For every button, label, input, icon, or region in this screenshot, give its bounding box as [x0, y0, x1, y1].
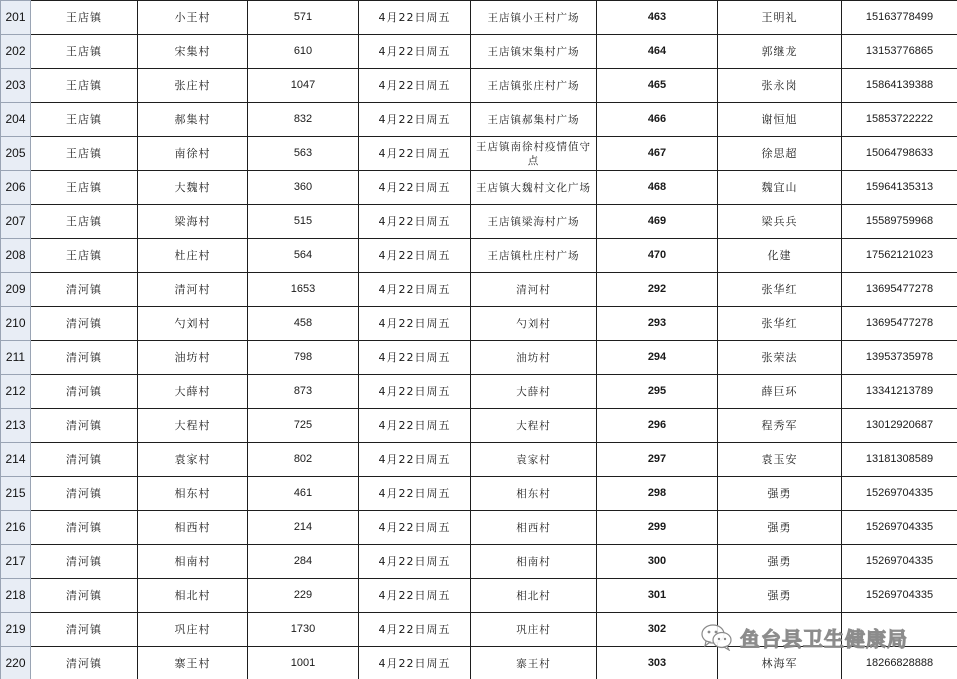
cell-phone[interactable]: 13341213789 — [842, 375, 957, 409]
cell-code[interactable]: 296 — [597, 409, 718, 443]
cell-date[interactable]: 4月22日周五 — [359, 103, 471, 137]
cell-contact[interactable]: 张永岗 — [718, 69, 842, 103]
cell-village[interactable]: 巩庄村 — [138, 613, 248, 647]
cell-contact[interactable]: 郭继龙 — [718, 35, 842, 69]
cell-site[interactable]: 袁家村 — [471, 443, 597, 477]
row-header[interactable]: 202 — [1, 35, 31, 69]
cell-count[interactable]: 1047 — [248, 69, 359, 103]
cell-site[interactable]: 王店镇郝集村广场 — [471, 103, 597, 137]
cell-town[interactable]: 清河镇 — [31, 613, 138, 647]
cell-site[interactable]: 勺刘村 — [471, 307, 597, 341]
row-header[interactable]: 216 — [1, 511, 31, 545]
cell-town[interactable]: 清河镇 — [31, 579, 138, 613]
cell-code[interactable]: 294 — [597, 341, 718, 375]
row-header[interactable]: 215 — [1, 477, 31, 511]
cell-date[interactable]: 4月22日周五 — [359, 477, 471, 511]
table-row — [1, 443, 957, 477]
cell-code[interactable]: 464 — [597, 35, 718, 69]
row-header[interactable]: 213 — [1, 409, 31, 443]
row-header[interactable]: 212 — [1, 375, 31, 409]
cell-phone[interactable]: 13012920687 — [842, 409, 957, 443]
cell-contact[interactable]: 薛巨环 — [718, 375, 842, 409]
cell-contact[interactable]: 林海军 — [718, 647, 842, 679]
cell-village[interactable]: 大魏村 — [138, 171, 248, 205]
cell-village[interactable]: 南徐村 — [138, 137, 248, 171]
cell-village[interactable]: 郝集村 — [138, 103, 248, 137]
cell-site[interactable]: 王店镇梁海村广场 — [471, 205, 597, 239]
cell-site[interactable]: 清河村 — [471, 273, 597, 307]
cell-phone[interactable]: 15853722222 — [842, 103, 957, 137]
table-row — [1, 205, 957, 239]
cell-code[interactable]: 468 — [597, 171, 718, 205]
cell-town[interactable]: 清河镇 — [31, 647, 138, 679]
cell-town[interactable]: 清河镇 — [31, 307, 138, 341]
cell-site[interactable]: 王店镇大魏村文化广场 — [471, 171, 597, 205]
row-header[interactable]: 206 — [1, 171, 31, 205]
table-row — [1, 375, 957, 409]
cell-phone[interactable]: 15269704335 — [842, 477, 957, 511]
watermark-text: 鱼台县卫生健康局 — [740, 626, 908, 651]
cell-phone[interactable]: 15064798633 — [842, 137, 957, 171]
cell-village[interactable]: 相北村 — [138, 579, 248, 613]
cell-phone[interactable]: 15269704335 — [842, 579, 957, 613]
cell-count[interactable]: 563 — [248, 137, 359, 171]
cell-date[interactable]: 4月22日周五 — [359, 205, 471, 239]
cell-count[interactable]: 832 — [248, 103, 359, 137]
cell-count[interactable]: 802 — [248, 443, 359, 477]
cell-count[interactable]: 564 — [248, 239, 359, 273]
cell-code[interactable]: 303 — [597, 647, 718, 679]
table-row — [1, 273, 957, 307]
cell-count[interactable]: 571 — [248, 1, 359, 35]
cell-date[interactable]: 4月22日周五 — [359, 171, 471, 205]
row-header[interactable]: 214 — [1, 443, 31, 477]
cell-code[interactable]: 302 — [597, 613, 718, 647]
table-row — [1, 103, 957, 137]
cell-date[interactable]: 4月22日周五 — [359, 69, 471, 103]
cell-village[interactable]: 张庄村 — [138, 69, 248, 103]
cell-town[interactable]: 清河镇 — [31, 273, 138, 307]
cell-phone[interactable]: 18266828888 — [842, 647, 957, 679]
cell-date[interactable]: 4月22日周五 — [359, 579, 471, 613]
cell-town[interactable]: 王店镇 — [31, 137, 138, 171]
cell-contact[interactable] — [718, 613, 842, 647]
row-header[interactable]: 201 — [1, 1, 31, 35]
cell-contact[interactable]: 化建 — [718, 239, 842, 273]
cell-contact[interactable]: 梁兵兵 — [718, 205, 842, 239]
cell-village[interactable]: 大薛村 — [138, 375, 248, 409]
row-header[interactable]: 207 — [1, 205, 31, 239]
table-body — [1, 1, 957, 679]
cell-town[interactable]: 王店镇 — [31, 103, 138, 137]
cell-code[interactable]: 295 — [597, 375, 718, 409]
cell-code[interactable]: 470 — [597, 239, 718, 273]
cell-village[interactable]: 梁海村 — [138, 205, 248, 239]
cell-site[interactable]: 巩庄村 — [471, 613, 597, 647]
table-row — [1, 137, 957, 171]
row-header[interactable]: 204 — [1, 103, 31, 137]
cell-contact[interactable]: 强勇 — [718, 579, 842, 613]
row-header[interactable]: 203 — [1, 69, 31, 103]
cell-town[interactable]: 王店镇 — [31, 1, 138, 35]
cell-site[interactable]: 王店镇小王村广场 — [471, 1, 597, 35]
cell-site[interactable]: 大薛村 — [471, 375, 597, 409]
cell-site[interactable]: 王店镇杜庄村广场 — [471, 239, 597, 273]
cell-site[interactable]: 大程村 — [471, 409, 597, 443]
row-header[interactable]: 218 — [1, 579, 31, 613]
table-row — [1, 239, 957, 273]
cell-site[interactable]: 王店镇张庄村广场 — [471, 69, 597, 103]
cell-phone[interactable]: 13153776865 — [842, 35, 957, 69]
cell-contact[interactable]: 程秀军 — [718, 409, 842, 443]
cell-code[interactable]: 463 — [597, 1, 718, 35]
cell-phone[interactable]: 13953735978 — [842, 341, 957, 375]
cell-town[interactable]: 王店镇 — [31, 239, 138, 273]
cell-town[interactable]: 清河镇 — [31, 477, 138, 511]
cell-code[interactable]: 293 — [597, 307, 718, 341]
cell-phone[interactable]: 15589759968 — [842, 205, 957, 239]
cell-contact[interactable]: 徐思超 — [718, 137, 842, 171]
row-header[interactable]: 209 — [1, 273, 31, 307]
cell-date[interactable]: 4月22日周五 — [359, 545, 471, 579]
cell-count[interactable]: 798 — [248, 341, 359, 375]
cell-date[interactable]: 4月22日周五 — [359, 341, 471, 375]
cell-count[interactable]: 461 — [248, 477, 359, 511]
cell-town[interactable]: 王店镇 — [31, 69, 138, 103]
cell-site[interactable]: 相西村 — [471, 511, 597, 545]
cell-date[interactable]: 4月22日周五 — [359, 409, 471, 443]
cell-town[interactable]: 王店镇 — [31, 171, 138, 205]
cell-village[interactable]: 油坊村 — [138, 341, 248, 375]
cell-contact[interactable]: 强勇 — [718, 511, 842, 545]
cell-phone[interactable]: 13695477278 — [842, 307, 957, 341]
row-header[interactable]: 205 — [1, 137, 31, 171]
cell-town[interactable]: 清河镇 — [31, 409, 138, 443]
cell-village[interactable]: 相西村 — [138, 511, 248, 545]
table-row — [1, 647, 957, 679]
cell-town[interactable]: 清河镇 — [31, 375, 138, 409]
cell-village[interactable]: 杜庄村 — [138, 239, 248, 273]
cell-site[interactable]: 王店镇南徐村疫情值守点 — [471, 137, 597, 171]
cell-count[interactable]: 515 — [248, 205, 359, 239]
cell-phone[interactable] — [842, 613, 957, 647]
cell-date[interactable]: 4月22日周五 — [359, 307, 471, 341]
cell-code[interactable]: 292 — [597, 273, 718, 307]
cell-date[interactable]: 4月22日周五 — [359, 239, 471, 273]
cell-date[interactable]: 4月22日周五 — [359, 375, 471, 409]
table-row — [1, 1, 957, 35]
cell-date[interactable]: 4月22日周五 — [359, 137, 471, 171]
cell-town[interactable]: 清河镇 — [31, 443, 138, 477]
cell-count[interactable]: 284 — [248, 545, 359, 579]
cell-site[interactable]: 相东村 — [471, 477, 597, 511]
cell-phone[interactable]: 15964135313 — [842, 171, 957, 205]
row-header[interactable]: 210 — [1, 307, 31, 341]
table-row — [1, 35, 957, 69]
cell-site[interactable]: 相南村 — [471, 545, 597, 579]
table-row — [1, 307, 957, 341]
cell-code[interactable]: 469 — [597, 205, 718, 239]
cell-site[interactable]: 油坊村 — [471, 341, 597, 375]
cell-village[interactable]: 勺刘村 — [138, 307, 248, 341]
cell-count[interactable]: 610 — [248, 35, 359, 69]
cell-phone[interactable]: 13181308589 — [842, 443, 957, 477]
cell-village[interactable]: 大程村 — [138, 409, 248, 443]
row-header[interactable]: 211 — [1, 341, 31, 375]
cell-town[interactable]: 清河镇 — [31, 341, 138, 375]
table-row — [1, 613, 957, 647]
cell-village[interactable]: 相南村 — [138, 545, 248, 579]
cell-date[interactable]: 4月22日周五 — [359, 647, 471, 679]
cell-contact[interactable]: 张华红 — [718, 307, 842, 341]
cell-site[interactable]: 王店镇宋集村广场 — [471, 35, 597, 69]
cell-date[interactable]: 4月22日周五 — [359, 613, 471, 647]
table-row — [1, 545, 957, 579]
cell-count[interactable]: 214 — [248, 511, 359, 545]
cell-contact[interactable]: 谢恒旭 — [718, 103, 842, 137]
cell-date[interactable]: 4月22日周五 — [359, 273, 471, 307]
cell-count[interactable]: 229 — [248, 579, 359, 613]
table-row — [1, 477, 957, 511]
cell-contact[interactable]: 强勇 — [718, 477, 842, 511]
cell-contact[interactable]: 王明礼 — [718, 1, 842, 35]
cell-town[interactable]: 王店镇 — [31, 205, 138, 239]
cell-count[interactable]: 1001 — [248, 647, 359, 679]
table-row — [1, 409, 957, 443]
cell-count[interactable]: 873 — [248, 375, 359, 409]
cell-code[interactable]: 466 — [597, 103, 718, 137]
cell-phone[interactable]: 15864139388 — [842, 69, 957, 103]
row-header[interactable]: 217 — [1, 545, 31, 579]
table-row — [1, 171, 957, 205]
cell-contact[interactable]: 袁玉安 — [718, 443, 842, 477]
cell-code[interactable]: 467 — [597, 137, 718, 171]
row-header[interactable]: 219 — [1, 613, 31, 647]
cell-village[interactable]: 寨王村 — [138, 647, 248, 679]
cell-date[interactable]: 4月22日周五 — [359, 443, 471, 477]
cell-count[interactable]: 360 — [248, 171, 359, 205]
cell-code[interactable]: 465 — [597, 69, 718, 103]
cell-phone[interactable]: 15269704335 — [842, 511, 957, 545]
cell-count[interactable]: 458 — [248, 307, 359, 341]
cell-date[interactable]: 4月22日周五 — [359, 35, 471, 69]
cell-town[interactable]: 清河镇 — [31, 545, 138, 579]
cell-contact[interactable]: 强勇 — [718, 545, 842, 579]
cell-town[interactable]: 清河镇 — [31, 511, 138, 545]
table-row — [1, 511, 957, 545]
cell-code[interactable]: 298 — [597, 477, 718, 511]
cell-count[interactable]: 1730 — [248, 613, 359, 647]
cell-count[interactable]: 1653 — [248, 273, 359, 307]
cell-code[interactable]: 301 — [597, 579, 718, 613]
cell-date[interactable]: 4月22日周五 — [359, 1, 471, 35]
cell-contact[interactable]: 张华红 — [718, 273, 842, 307]
cell-contact[interactable]: 张荣法 — [718, 341, 842, 375]
cell-code[interactable]: 297 — [597, 443, 718, 477]
cell-village[interactable]: 清河村 — [138, 273, 248, 307]
cell-phone[interactable]: 15163778499 — [842, 1, 957, 35]
cell-count[interactable]: 725 — [248, 409, 359, 443]
cell-code[interactable]: 300 — [597, 545, 718, 579]
table-row — [1, 579, 957, 613]
table-row — [1, 341, 957, 375]
cell-phone[interactable]: 17562121023 — [842, 239, 957, 273]
cell-date[interactable]: 4月22日周五 — [359, 511, 471, 545]
cell-contact[interactable]: 魏宜山 — [718, 171, 842, 205]
table-row — [1, 69, 957, 103]
row-header[interactable]: 220 — [1, 647, 31, 679]
cell-site[interactable]: 寨王村 — [471, 647, 597, 679]
cell-phone[interactable]: 15269704335 — [842, 545, 957, 579]
row-header[interactable]: 208 — [1, 239, 31, 273]
cell-village[interactable]: 宋集村 — [138, 35, 248, 69]
cell-village[interactable]: 袁家村 — [138, 443, 248, 477]
cell-town[interactable]: 王店镇 — [31, 35, 138, 69]
cell-site[interactable]: 相北村 — [471, 579, 597, 613]
cell-village[interactable]: 小王村 — [138, 1, 248, 35]
cell-village[interactable]: 相东村 — [138, 477, 248, 511]
cell-phone[interactable]: 13695477278 — [842, 273, 957, 307]
cell-code[interactable]: 299 — [597, 511, 718, 545]
